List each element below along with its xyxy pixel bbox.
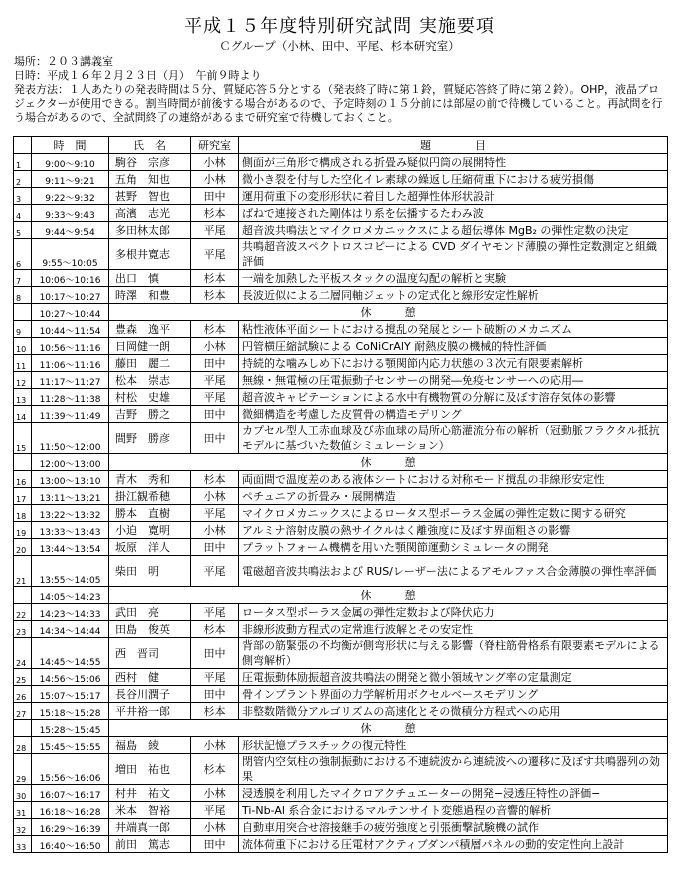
row-presenter: 出口 慎 <box>109 270 191 287</box>
table-row <box>14 321 668 338</box>
row-title: 閉管内空気柱の強制振動における不連続波から連続波への遷移に及ぼす共鳴器列の効果 <box>239 754 668 785</box>
row-title: 圧電振動体励振超音波共鳴法の開発と微小領域ヤング率の定量測定 <box>239 669 668 686</box>
row-time: 10:44～11:54 <box>32 321 109 338</box>
table-row <box>14 802 668 819</box>
row-presenter: 駒谷 宗彦 <box>109 154 191 171</box>
row-presenter: 井端真一郎 <box>109 819 191 836</box>
row-title: 微細構造を考慮した皮質骨の構造モデリング <box>239 406 668 423</box>
break-row <box>14 720 668 737</box>
row-time: 13:00～13:10 <box>32 471 109 488</box>
row-time: 15:07～15:17 <box>32 686 109 703</box>
row-time: 15:18～15:28 <box>32 703 109 720</box>
row-lab: 田中 <box>191 423 239 454</box>
row-presenter: 多根井寛志 <box>109 239 191 270</box>
row-presenter: 米本 智裕 <box>109 802 191 819</box>
table-row <box>14 556 668 587</box>
row-time: 14:23～14:33 <box>32 604 109 621</box>
row-number: 3 <box>14 188 32 205</box>
row-lab: 小林 <box>191 819 239 836</box>
table-row <box>14 423 668 454</box>
row-title: 両面間で温度差のある液体シートにおける対称モード撹乱の非線形安定性 <box>239 471 668 488</box>
row-lab: 田中 <box>191 686 239 703</box>
row-number: 18 <box>14 505 32 522</box>
row-number: 14 <box>14 406 32 423</box>
row-title: 背部の筋緊張の不均衡が側弯形状に与える影響（脊柱筋骨格系有限要素モデルによる側弯解析） <box>239 638 668 669</box>
row-lab: 田中 <box>191 539 239 556</box>
row-time: 9:33～9:43 <box>32 205 109 222</box>
row-title: 微小き裂を付与した空化イレ素球の繰返し圧縮荷重下における疲労損傷 <box>239 171 668 188</box>
table-row <box>14 686 668 703</box>
row-number: 5 <box>14 222 32 239</box>
row-number: 12 <box>14 372 32 389</box>
row-lab: 平尾 <box>191 802 239 819</box>
row-presenter: 西 晋司 <box>109 638 191 669</box>
row-presenter: 間野 勝彦 <box>109 423 191 454</box>
row-title: 形状記憶プラスチックの復元特性 <box>239 737 668 754</box>
break-row <box>14 454 668 471</box>
row-time: 11:06～11:16 <box>32 355 109 372</box>
header-time: 時 間 <box>32 137 109 154</box>
row-presenter: 日岡健一朗 <box>109 338 191 355</box>
row-title: 非線形波動方程式の定常進行波解とその安定性 <box>239 621 668 638</box>
row-number: 29 <box>14 754 32 785</box>
table-header-row <box>14 137 668 154</box>
row-time: 11:50～12:00 <box>32 423 109 454</box>
row-time: 15:45～15:55 <box>32 737 109 754</box>
row-presenter: 村井 祐文 <box>109 785 191 802</box>
row-title: 共鳴超音波スペクトロスコピーによる CVD ダイヤモンド薄膜の弾性定数測定と組織評価 <box>239 239 668 270</box>
header-name: 氏 名 <box>109 137 191 154</box>
info-note: 発表方法：１人あたりの発表時間は５分、質疑応答５分とする（発表終了時に第１鈴，質疑応答終了時に第２鈴）。OHP，液晶プロジェクターが使用できる。割当時間が前後する場合があるので、予定時刻の１５分前には部屋の前で待機していること。再試問を行う場合があるので、全試問終了の連絡があるまで研究室で待機しておくこと。 <box>14 83 663 124</box>
table-row <box>14 819 668 836</box>
row-time: 14:56～15:06 <box>32 669 109 686</box>
row-presenter: 松本 崇志 <box>109 372 191 389</box>
row-number: 27 <box>14 703 32 720</box>
row-number: 32 <box>14 819 32 836</box>
row-time: 9:22～9:32 <box>32 188 109 205</box>
break-row <box>14 587 668 604</box>
table-row <box>14 539 668 556</box>
row-time: 10:17～10:27 <box>32 287 109 304</box>
header-no <box>14 137 32 154</box>
row-time: 9:55～10:05 <box>32 239 109 270</box>
break-label: 休 憩 <box>109 454 668 471</box>
row-lab: 杉本 <box>191 754 239 785</box>
row-time: 15:56～16:06 <box>32 754 109 785</box>
row-time: 9:44～9:54 <box>32 222 109 239</box>
row-presenter: 豊森 逸平 <box>109 321 191 338</box>
row-lab: 小林 <box>191 154 239 171</box>
row-title: 浸透膜を利用したマイクロアクチュエーターの開発−浸透圧特性の評価− <box>239 785 668 802</box>
row-title: 電磁超音波共鳴法および RUS/レーザー法によるアモルファス合金薄膜の弾性率評価 <box>239 556 668 587</box>
row-presenter: 小迫 寛明 <box>109 522 191 539</box>
row-time: 10:06～10:16 <box>32 270 109 287</box>
row-time: 9:11～9:21 <box>32 171 109 188</box>
schedule-table <box>13 136 668 853</box>
row-title: ばねで連接された剛体はり系を伝播するたわみ波 <box>239 205 668 222</box>
row-number: 26 <box>14 686 32 703</box>
row-number <box>14 304 32 321</box>
table-row <box>14 222 668 239</box>
row-number: 6 <box>14 239 32 270</box>
row-lab: 平尾 <box>191 239 239 270</box>
row-title: プラットフォーム機構を用いた顎関節運動シミュレータの開発 <box>239 539 668 556</box>
row-presenter: 村松 史雄 <box>109 389 191 406</box>
row-number: 17 <box>14 488 32 505</box>
row-title: 持続的な噛みしめ下における顎関節内応力状態の３次元有限要素解析 <box>239 355 668 372</box>
table-row <box>14 505 668 522</box>
table-row <box>14 205 668 222</box>
row-lab: 杉本 <box>191 321 239 338</box>
row-title: カプセル型人工赤血球及び赤血球の局所心筋灌流分布の解析（冠動脈フラクタル抵抗モデルに基づいた数値シミュレーション） <box>239 423 668 454</box>
row-number: 33 <box>14 836 32 853</box>
table-row <box>14 836 668 853</box>
row-lab: 杉本 <box>191 703 239 720</box>
row-time: 13:55～14:05 <box>32 556 109 587</box>
row-title: Ti-Nb-Al 系合金におけるマルテンサイト変態過程の音響的解析 <box>239 802 668 819</box>
table-row <box>14 239 668 270</box>
row-time: 10:27～10:44 <box>32 304 109 321</box>
row-number: 31 <box>14 802 32 819</box>
table-row <box>14 338 668 355</box>
row-time: 14:05～14:23 <box>32 587 109 604</box>
row-lab: 平尾 <box>191 669 239 686</box>
row-presenter: 長谷川潤子 <box>109 686 191 703</box>
row-lab: 杉本 <box>191 621 239 638</box>
row-presenter: 五角 知也 <box>109 171 191 188</box>
row-title: 骨インプラント界面の力学解析用ボクセルベースモデリング <box>239 686 668 703</box>
info-date: 日時：平成１６年２月２３日（月） 午前９時より <box>14 69 262 82</box>
row-lab: 平尾 <box>191 389 239 406</box>
row-lab: 杉本 <box>191 270 239 287</box>
row-title: 超音波キャビテーションによる水中有機物質の分解に及ぼす溶存気体の影響 <box>239 389 668 406</box>
row-title: 非整数階微分アルゴリズムの高速化とその微積分方程式への応用 <box>239 703 668 720</box>
row-lab: 小林 <box>191 785 239 802</box>
row-presenter: 吉野 勝之 <box>109 406 191 423</box>
row-number: 23 <box>14 621 32 638</box>
table-row <box>14 355 668 372</box>
row-number: 8 <box>14 287 32 304</box>
row-time: 15:28～15:45 <box>32 720 109 737</box>
row-presenter: 高濱 志光 <box>109 205 191 222</box>
row-title: 粘性液体平面シートにおける撹乱の発展とシート破断のメカニズム <box>239 321 668 338</box>
table-row <box>14 287 668 304</box>
row-presenter: 甚野 智也 <box>109 188 191 205</box>
row-presenter: 西村 健 <box>109 669 191 686</box>
row-lab: 田中 <box>191 638 239 669</box>
row-presenter: 坂原 洋人 <box>109 539 191 556</box>
row-number: 22 <box>14 604 32 621</box>
row-number: 16 <box>14 471 32 488</box>
row-number: 25 <box>14 669 32 686</box>
break-label: 休 憩 <box>109 720 668 737</box>
table-row <box>14 621 668 638</box>
break-label: 休 憩 <box>109 587 668 604</box>
row-lab: 田中 <box>191 355 239 372</box>
row-number: 21 <box>14 556 32 587</box>
row-title: 運用荷重下の変形形状に着目した超弾性体形状設計 <box>239 188 668 205</box>
row-time: 16:29～16:39 <box>32 819 109 836</box>
row-number: 10 <box>14 338 32 355</box>
row-time: 11:28～11:38 <box>32 389 109 406</box>
row-title: ペチュニアの折畳み・展開構造 <box>239 488 668 505</box>
row-lab: 平尾 <box>191 604 239 621</box>
row-time: 10:56～11:16 <box>32 338 109 355</box>
row-number: 13 <box>14 389 32 406</box>
row-title: ロータス型ポーラス金属の弾性定数および降伏応力 <box>239 604 668 621</box>
row-number: 15 <box>14 423 32 454</box>
header-title: 題 目 <box>239 137 668 154</box>
table-row <box>14 471 668 488</box>
row-title: 自動車用突合せ溶接継手の疲労強度と引張衝撃試験機の試作 <box>239 819 668 836</box>
table-row <box>14 389 668 406</box>
row-number: 1 <box>14 154 32 171</box>
row-presenter: 福島 綾 <box>109 737 191 754</box>
row-time: 14:34～14:44 <box>32 621 109 638</box>
table-row <box>14 188 668 205</box>
table-row <box>14 171 668 188</box>
row-number: 11 <box>14 355 32 372</box>
row-presenter: 平井裕一郎 <box>109 703 191 720</box>
row-title: 流体荷重下における圧電材アクティブダンパ積層パネルの動的安定性向上設計 <box>239 836 668 853</box>
row-presenter: 柴田 明 <box>109 556 191 587</box>
row-time: 14:45～14:55 <box>32 638 109 669</box>
row-presenter: 前田 篤志 <box>109 836 191 853</box>
row-title: 円管横圧縮試験による CoNiCrAlY 耐熱皮膜の機械的特性評価 <box>239 338 668 355</box>
row-number: 9 <box>14 321 32 338</box>
table-row <box>14 270 668 287</box>
table-row <box>14 669 668 686</box>
row-time: 16:18～16:28 <box>32 802 109 819</box>
row-presenter: 武田 亮 <box>109 604 191 621</box>
row-presenter: 勝本 直樹 <box>109 505 191 522</box>
table-row <box>14 604 668 621</box>
table-row <box>14 785 668 802</box>
row-number: 4 <box>14 205 32 222</box>
row-presenter: 青木 秀和 <box>109 471 191 488</box>
row-time: 12:00～13:00 <box>32 454 109 471</box>
row-number <box>14 454 32 471</box>
row-title: 無線・無電極の圧電振動子センサーの開発―免疫センサーへの応用― <box>239 372 668 389</box>
row-lab: 田中 <box>191 406 239 423</box>
row-time: 13:22～13:32 <box>32 505 109 522</box>
row-lab: 小林 <box>191 737 239 754</box>
row-time: 16:07～16:17 <box>32 785 109 802</box>
row-time: 13:44～13:54 <box>32 539 109 556</box>
row-lab: 平尾 <box>191 222 239 239</box>
row-number <box>14 587 32 604</box>
row-title: 長波近似による二層同軸ジェットの定式化と線形安定性解析 <box>239 287 668 304</box>
table-row <box>14 703 668 720</box>
row-lab: 小林 <box>191 488 239 505</box>
page-subtitle: Ｃグループ（小林、田中、平尾、杉本研究室） <box>219 39 460 53</box>
row-presenter: 田島 俊英 <box>109 621 191 638</box>
row-number: 30 <box>14 785 32 802</box>
row-title: マイクロメカニックスによるロータス型ポーラス金属の弾性定数に関する研究 <box>239 505 668 522</box>
row-time: 13:33～13:43 <box>32 522 109 539</box>
row-lab: 小林 <box>191 338 239 355</box>
row-title: 超音波共鳴法とマイクロメカニックスによる超伝導体 MgB₂ の弾性定数の決定 <box>239 222 668 239</box>
row-lab: 小林 <box>191 171 239 188</box>
row-time: 11:17～11:27 <box>32 372 109 389</box>
row-lab: 小林 <box>191 522 239 539</box>
row-number: 19 <box>14 522 32 539</box>
row-number <box>14 720 32 737</box>
row-number: 2 <box>14 171 32 188</box>
table-row <box>14 406 668 423</box>
header-lab: 研究室 <box>191 137 239 154</box>
row-number: 20 <box>14 539 32 556</box>
row-lab: 田中 <box>191 836 239 853</box>
row-title: アルミナ溶射皮膜の熱サイクルはく離強度に及ぼす界面粗さの影響 <box>239 522 668 539</box>
break-label: 休 憩 <box>109 304 668 321</box>
table-row <box>14 638 668 669</box>
table-row <box>14 522 668 539</box>
row-title: 一端を加熱した平板スタックの温度勾配の解析と実験 <box>239 270 668 287</box>
row-presenter: 時澤 和豊 <box>109 287 191 304</box>
table-row <box>14 154 668 171</box>
row-lab: 杉本 <box>191 287 239 304</box>
row-presenter: 掛江観希穂 <box>109 488 191 505</box>
row-time: 16:40～16:50 <box>32 836 109 853</box>
row-number: 7 <box>14 270 32 287</box>
table-row <box>14 754 668 785</box>
table-row <box>14 737 668 754</box>
row-lab: 田中 <box>191 188 239 205</box>
row-lab: 平尾 <box>191 505 239 522</box>
page-title: 平成１５年度特別研究試問 実施要項 <box>184 16 495 37</box>
row-lab: 平尾 <box>191 556 239 587</box>
row-number: 28 <box>14 737 32 754</box>
row-number: 24 <box>14 638 32 669</box>
row-title: 側面が三角形で構成される折畳み疑似円筒の展開特性 <box>239 154 668 171</box>
row-lab: 平尾 <box>191 372 239 389</box>
row-lab: 杉本 <box>191 205 239 222</box>
row-lab: 杉本 <box>191 471 239 488</box>
info-place: 場所：２０３講義室 <box>14 55 113 68</box>
row-presenter: 増田 祐也 <box>109 754 191 785</box>
table-row <box>14 488 668 505</box>
row-time: 11:39～11:49 <box>32 406 109 423</box>
table-row <box>14 372 668 389</box>
row-time: 13:11～13:21 <box>32 488 109 505</box>
row-time: 9:00～9:10 <box>32 154 109 171</box>
break-row <box>14 304 668 321</box>
row-presenter: 藤田 麗二 <box>109 355 191 372</box>
row-presenter: 多田林太郎 <box>109 222 191 239</box>
